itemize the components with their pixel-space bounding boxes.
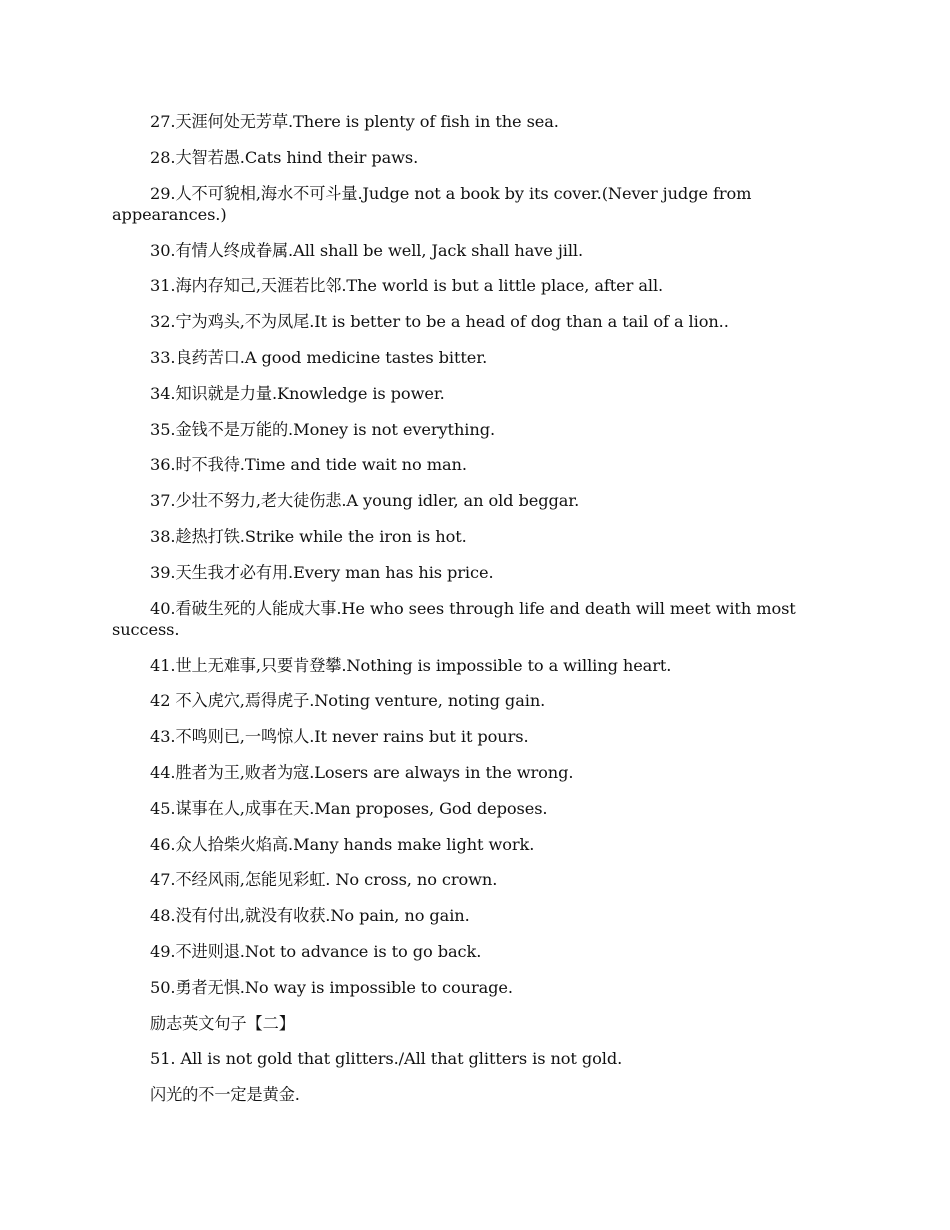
translation-paragraph: 闪光的不一定是黄金. (150, 1085, 300, 1105)
proverb-paragraph: 47.不经风雨,怎能见彩虹. No cross, no crown. (150, 870, 498, 890)
proverb-paragraph: 46.众人拾柴火焰高.Many hands make light work. (150, 834, 535, 854)
proverb-paragraph: 31.海内存知己,天涯若比邻.The world is but a little place, after all. (150, 276, 664, 296)
proverb-paragraph: 32.宁为鸡头,不为凤尾.It is better to be a head of dog than a tail of a lion.. (150, 312, 729, 332)
proverb-paragraph: 43.不鸣则已,一鸣惊人.It never rains but it pours. (150, 727, 529, 747)
proverb-paragraph: 37.少壮不努力,老大徒伤悲.A young idler, an old beggar. (150, 491, 580, 511)
proverb-paragraph: 48.没有付出,就没有收获.No pain, no gain. (150, 906, 470, 926)
section-heading: 励志英文句子【二】 (150, 1013, 295, 1033)
proverb-paragraph: 33.良药苦口.A good medicine tastes bitter. (150, 347, 488, 367)
proverb-paragraph: 35.金钱不是万能的.Money is not everything. (150, 419, 495, 439)
proverb-paragraph: 40.看破生死的人能成大事.He who sees through life and death will meet with most success. (112, 598, 796, 639)
proverb-paragraph: 44.胜者为王,败者为寇.Losers are always in the wrong. (150, 762, 574, 782)
proverb-paragraph: 41.世上无难事,只要肯登攀.Nothing is impossible to a willing heart. (150, 655, 672, 675)
proverb-paragraph: 45.谋事在人,成事在天.Man proposes, God deposes. (150, 798, 548, 818)
proverb-paragraph: 42 不入虎穴,焉得虎子.Noting venture, noting gain. (150, 691, 546, 711)
proverb-paragraph: 29.人不可貌相,海水不可斗量.Judge not a book by its cover.(Never judge from appearances.) (112, 183, 752, 224)
proverb-paragraph: 30.有情人终成眷属.All shall be well, Jack shall have jill. (150, 240, 584, 260)
document-body (112, 111, 812, 1120)
proverb-paragraph: 50.勇者无惧.No way is impossible to courage. (150, 977, 513, 997)
proverb-paragraph: 39.天生我才必有用.Every man has his price. (150, 562, 494, 582)
proverb-paragraph: 28.大智若愚.Cats hind their paws. (150, 147, 419, 167)
proverb-paragraph: 51. All is not gold that glitters./All that glitters is not gold. (150, 1049, 623, 1069)
proverb-paragraph: 49.不进则退.Not to advance is to go back. (150, 941, 482, 961)
proverb-paragraph: 27.天涯何处无芳草.There is plenty of fish in the sea. (150, 112, 559, 131)
proverb-paragraph: 38.趁热打铁.Strike while the iron is hot. (150, 526, 467, 546)
proverb-paragraph: 36.时不我待.Time and tide wait no man. (150, 455, 467, 475)
proverb-paragraph: 34.知识就是力量.Knowledge is power. (150, 383, 445, 403)
